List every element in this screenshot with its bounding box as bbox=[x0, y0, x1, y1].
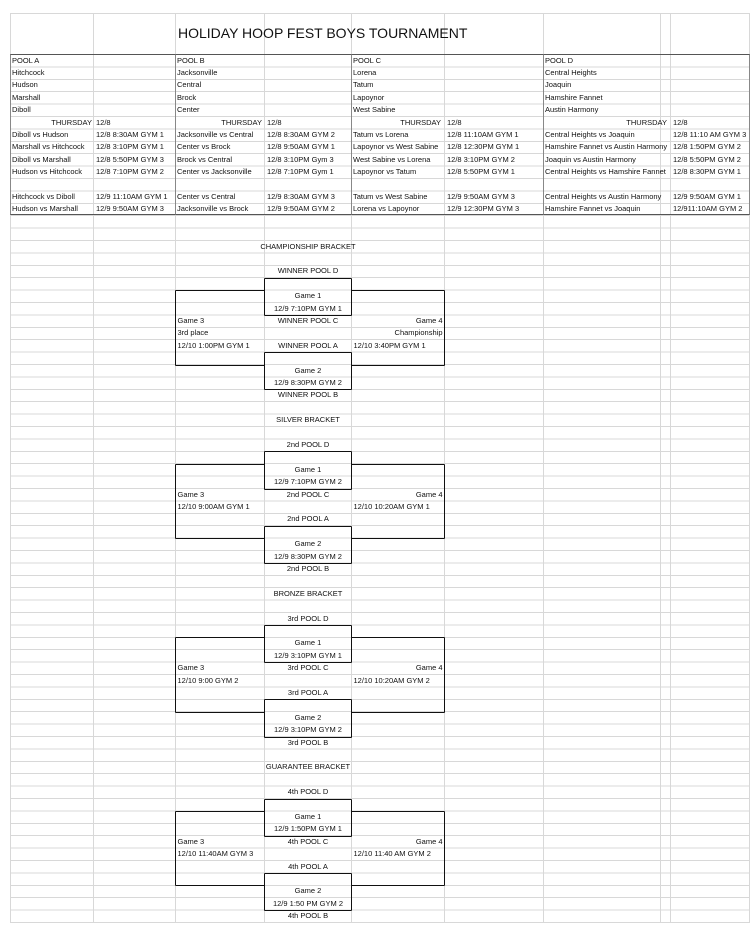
bracket-game-label: Game 3 bbox=[177, 663, 205, 673]
bracket-game-time: 12/10 10:20AM GYM 1 bbox=[353, 501, 430, 511]
game-time: 12/8 11:10AM GYM 1 bbox=[447, 129, 519, 139]
bracket-seed: 3rd POOL A bbox=[287, 687, 329, 697]
game-matchup: Jacksonville vs Central bbox=[177, 129, 254, 139]
pool-team: Lorena bbox=[353, 67, 377, 77]
pool-team: Hamshire Fannet bbox=[545, 92, 603, 102]
game-time: 12/911:10AM GYM 2 bbox=[673, 204, 743, 214]
game-time: 12/8 8:30PM GYM 1 bbox=[673, 167, 741, 177]
game-time: 12/8 9:50AM GYM 1 bbox=[267, 142, 335, 152]
bracket-game-time: 12/10 9:00AM GYM 1 bbox=[177, 501, 250, 511]
game-matchup: Tatum vs Lorena bbox=[353, 129, 409, 139]
bracket-game-label: Game 4 bbox=[415, 315, 443, 325]
pool-team: Marshall bbox=[12, 92, 41, 102]
game-time: 12/8 3:10PM Gym 3 bbox=[267, 154, 334, 164]
bracket-game-time: 12/9 7:10PM GYM 2 bbox=[274, 477, 342, 487]
bracket-game-label: Game 1 bbox=[294, 638, 322, 648]
day-date: 12/8 bbox=[96, 117, 111, 127]
game-time: 12/8 12:30PM GYM 1 bbox=[447, 142, 520, 152]
day-date: 12/8 bbox=[267, 117, 282, 127]
bracket-game-label: Game 3 bbox=[177, 315, 205, 325]
game-matchup: Hudson vs Hitchcock bbox=[12, 167, 83, 177]
bracket-seed: 2nd POOL A bbox=[287, 514, 329, 524]
game-matchup: Brock vs Central bbox=[177, 154, 233, 164]
bracket-seed: 2nd POOL C bbox=[286, 489, 330, 499]
pool-team: Central bbox=[177, 80, 202, 90]
game-time: 12/8 8:30AM GYM 2 bbox=[267, 129, 335, 139]
bracket-title: CHAMPIONSHIP BRACKET bbox=[260, 241, 356, 251]
bracket-game-label: Game 1 bbox=[294, 291, 322, 301]
bracket-game-label: Game 3 bbox=[177, 836, 205, 846]
pool-name: POOL C bbox=[353, 55, 382, 65]
game-time: 12/9 9:50AM GYM 2 bbox=[267, 204, 335, 214]
bracket-seed: WINNER POOL D bbox=[277, 266, 339, 276]
pool-team: Brock bbox=[177, 92, 197, 102]
game-time: 12/8 7:10PM Gym 1 bbox=[267, 167, 334, 177]
bracket-game-label: Game 2 bbox=[294, 886, 322, 896]
bracket-game-time: 12/9 7:10PM GYM 1 bbox=[274, 303, 342, 313]
pool-team: West Sabine bbox=[353, 105, 396, 115]
day-label: THURSDAY bbox=[626, 117, 667, 127]
pool-team: Diboll bbox=[12, 105, 31, 115]
pool-team: Central Heights bbox=[545, 67, 597, 77]
game-matchup: Central Heights vs Hamshire Fannet bbox=[545, 167, 666, 177]
pool-team: Lapoynor bbox=[353, 92, 385, 102]
bracket-seed: 4th POOL B bbox=[287, 911, 329, 921]
game-matchup: Central Heights vs Austin Harmony bbox=[545, 191, 662, 201]
game-time: 12/9 9:50AM GYM 3 bbox=[96, 204, 164, 214]
bracket-seed: 3rd POOL D bbox=[287, 613, 329, 623]
game-matchup: Center vs Brock bbox=[177, 142, 231, 152]
game-matchup: West Sabine vs Lorena bbox=[353, 154, 431, 164]
game-matchup: Center vs Central bbox=[177, 191, 236, 201]
bracket-title: GUARANTEE BRACKET bbox=[265, 762, 351, 772]
bracket-game-label: Game 1 bbox=[294, 811, 322, 821]
bracket-seed: 4th POOL C bbox=[287, 836, 329, 846]
bracket-game-time: 12/9 1:50PM GYM 1 bbox=[274, 824, 342, 834]
game-matchup: Center vs Jacksonville bbox=[177, 167, 252, 177]
bracket-seed: WINNER POOL A bbox=[278, 340, 338, 350]
game-time: 12/8 11:10 AM GYM 3 bbox=[673, 129, 747, 139]
bracket-game-time: 12/10 11:40AM GYM 3 bbox=[177, 849, 254, 859]
game-matchup: Lorena vs Lapoynor bbox=[353, 204, 420, 214]
day-label: THURSDAY bbox=[221, 117, 262, 127]
page-title: HOLIDAY HOOP FEST BOYS TOURNAMENT bbox=[178, 25, 468, 41]
game-matchup: Lapoynor vs Tatum bbox=[353, 167, 417, 177]
bracket-game-time: 12/9 1:50 PM GYM 2 bbox=[272, 898, 344, 908]
bracket-title: BRONZE BRACKET bbox=[273, 588, 343, 598]
pool-team: Hitchcock bbox=[12, 67, 45, 77]
bracket-game-time: 12/10 11:40 AM GYM 2 bbox=[353, 849, 431, 859]
bracket-game-note: Championship bbox=[394, 328, 443, 338]
bracket-game-label: Game 4 bbox=[415, 836, 443, 846]
pool-name: POOL B bbox=[177, 55, 205, 65]
game-matchup: Lapoynor vs West Sabine bbox=[353, 142, 439, 152]
game-time: 12/8 3:10PM GYM 2 bbox=[447, 154, 515, 164]
pool-team: Joaquin bbox=[545, 80, 572, 90]
game-matchup: Hudson vs Marshall bbox=[12, 204, 78, 214]
bracket-game-time: 12/9 8:30PM GYM 2 bbox=[274, 551, 342, 561]
game-matchup: Central Heights vs Joaquin bbox=[545, 129, 635, 139]
bracket-seed: 4th POOL A bbox=[288, 861, 328, 871]
pool-team: Austin Harmony bbox=[545, 105, 599, 115]
pool-team: Tatum bbox=[353, 80, 374, 90]
bracket-game-label: Game 4 bbox=[415, 489, 443, 499]
bracket-game-label: Game 4 bbox=[415, 663, 443, 673]
pool-team: Center bbox=[177, 105, 200, 115]
bracket-game-label: Game 2 bbox=[294, 365, 322, 375]
bracket-game-time: 12/10 9:00 GYM 2 bbox=[177, 675, 239, 685]
game-time: 12/8 7:10PM GYM 2 bbox=[96, 167, 164, 177]
day-date: 12/8 bbox=[447, 117, 462, 127]
game-matchup: Marshall vs Hitchcock bbox=[12, 142, 85, 152]
game-matchup: Joaquin vs Austin Harmony bbox=[545, 154, 636, 164]
bracket-title: SILVER BRACKET bbox=[276, 415, 340, 425]
bracket-game-time: 12/10 10:20AM GYM 2 bbox=[353, 675, 430, 685]
bracket-game-time: 12/9 8:30PM GYM 2 bbox=[274, 377, 342, 387]
bracket-game-time: 12/9 3:10PM GYM 1 bbox=[274, 650, 342, 660]
game-matchup: Hamshire Fannet vs Joaquin bbox=[545, 204, 641, 214]
game-matchup: Hitchcock vs Diboll bbox=[12, 191, 75, 201]
pool-name: POOL D bbox=[545, 55, 574, 65]
bracket-game-label: Game 2 bbox=[294, 539, 322, 549]
game-time: 12/9 9:50AM GYM 1 bbox=[673, 191, 741, 201]
pool-team: Jacksonville bbox=[177, 67, 218, 77]
pool-team: Hudson bbox=[12, 80, 38, 90]
game-time: 12/8 1:50PM GYM 2 bbox=[673, 142, 741, 152]
bracket-seed: 3rd POOL B bbox=[287, 737, 329, 747]
bracket-seed: WINNER POOL C bbox=[277, 315, 339, 325]
day-date: 12/8 bbox=[673, 117, 688, 127]
pool-name: POOL A bbox=[12, 55, 40, 65]
game-time: 12/8 5:50PM GYM 3 bbox=[96, 154, 164, 164]
game-matchup: Tatum vs West Sabine bbox=[353, 191, 428, 201]
bracket-seed: 3rd POOL C bbox=[287, 663, 329, 673]
bracket-game-time: 12/10 1:00PM GYM 1 bbox=[177, 340, 250, 350]
bracket-game-label: Game 2 bbox=[294, 712, 322, 722]
bracket-seed: 2nd POOL B bbox=[286, 563, 330, 573]
game-time: 12/8 3:10PM GYM 1 bbox=[96, 142, 164, 152]
bracket-seed: WINNER POOL B bbox=[277, 390, 339, 400]
bracket-game-note: 3rd place bbox=[177, 328, 209, 338]
bracket-game-label: Game 3 bbox=[177, 489, 205, 499]
day-label: THURSDAY bbox=[51, 117, 92, 127]
game-matchup: Jacksonville vs Brock bbox=[177, 204, 249, 214]
game-time: 12/9 12:30PM GYM 3 bbox=[447, 204, 520, 214]
bracket-seed: 4th POOL D bbox=[287, 787, 329, 797]
game-time: 12/8 5:50PM GYM 1 bbox=[447, 167, 515, 177]
game-time: 12/8 5:50PM GYM 2 bbox=[673, 154, 741, 164]
game-matchup: Diboll vs Hudson bbox=[12, 129, 69, 139]
game-time: 12/9 11:10AM GYM 1 bbox=[96, 191, 168, 201]
game-time: 12/9 9:50AM GYM 3 bbox=[447, 191, 515, 201]
bracket-seed: 2nd POOL D bbox=[286, 439, 330, 449]
bracket-game-label: Game 1 bbox=[294, 464, 322, 474]
game-time: 12/9 8:30AM GYM 3 bbox=[267, 191, 335, 201]
bracket-game-time: 12/10 3:40PM GYM 1 bbox=[353, 340, 426, 350]
day-label: THURSDAY bbox=[400, 117, 441, 127]
bracket-game-time: 12/9 3:10PM GYM 2 bbox=[274, 725, 342, 735]
game-time: 12/8 8:30AM GYM 1 bbox=[96, 129, 164, 139]
game-matchup: Hamshire Fannet vs Austin Harmony bbox=[545, 142, 668, 152]
game-matchup: Diboll vs Marshall bbox=[12, 154, 71, 164]
